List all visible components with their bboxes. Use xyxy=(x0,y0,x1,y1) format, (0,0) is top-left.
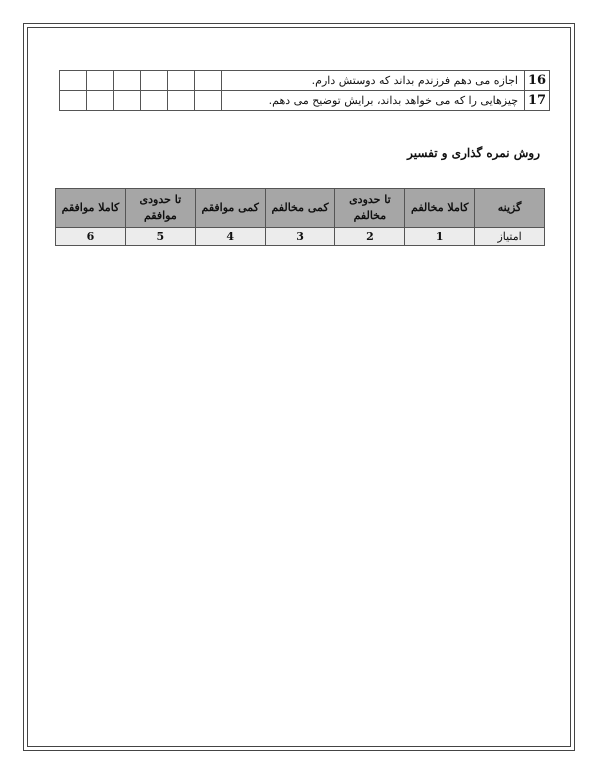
answer-cell[interactable] xyxy=(195,91,222,111)
table-row xyxy=(60,91,550,111)
answer-cell[interactable] xyxy=(60,71,87,91)
scoring-table xyxy=(55,188,545,246)
score-value: 3 xyxy=(265,228,335,246)
answer-cell[interactable] xyxy=(87,91,114,111)
header-label: گزینه xyxy=(475,189,545,228)
score-value: 6 xyxy=(56,228,126,246)
answer-cell[interactable] xyxy=(114,71,141,91)
section-title: روش نمره گذاری و تفسیر xyxy=(407,146,540,160)
option-label: کاملا موافقم xyxy=(56,189,126,228)
answer-cell[interactable] xyxy=(168,71,195,91)
row-label: امتیاز xyxy=(475,228,545,246)
option-label: کاملا مخالفم xyxy=(405,189,475,228)
answer-cell[interactable] xyxy=(60,91,87,111)
score-value: 5 xyxy=(125,228,195,246)
questionnaire-items-table xyxy=(59,70,550,111)
option-label: تا حدودی موافقم xyxy=(125,189,195,228)
table-row xyxy=(60,71,550,91)
score-value: 4 xyxy=(195,228,265,246)
item-number: 17 xyxy=(525,91,550,111)
option-label: کمی مخالفم xyxy=(265,189,335,228)
item-number: 16 xyxy=(525,71,550,91)
answer-cell[interactable] xyxy=(168,91,195,111)
score-value: 1 xyxy=(405,228,475,246)
scoring-values-row xyxy=(56,228,545,246)
score-value: 2 xyxy=(335,228,405,246)
item-text: چیزهایی را که می خواهد بداند، برایش توضیح می دهم. xyxy=(222,91,525,111)
answer-cell[interactable] xyxy=(141,91,168,111)
answer-cell[interactable] xyxy=(87,71,114,91)
answer-cell[interactable] xyxy=(195,71,222,91)
item-text: اجازه می دهم فرزندم بداند که دوستش دارم. xyxy=(222,71,525,91)
page-border-inner xyxy=(27,27,571,747)
answer-cell[interactable] xyxy=(141,71,168,91)
option-label: کمی موافقم xyxy=(195,189,265,228)
scoring-header-row xyxy=(56,189,545,228)
option-label: تا حدودی مخالفم xyxy=(335,189,405,228)
answer-cell[interactable] xyxy=(114,91,141,111)
